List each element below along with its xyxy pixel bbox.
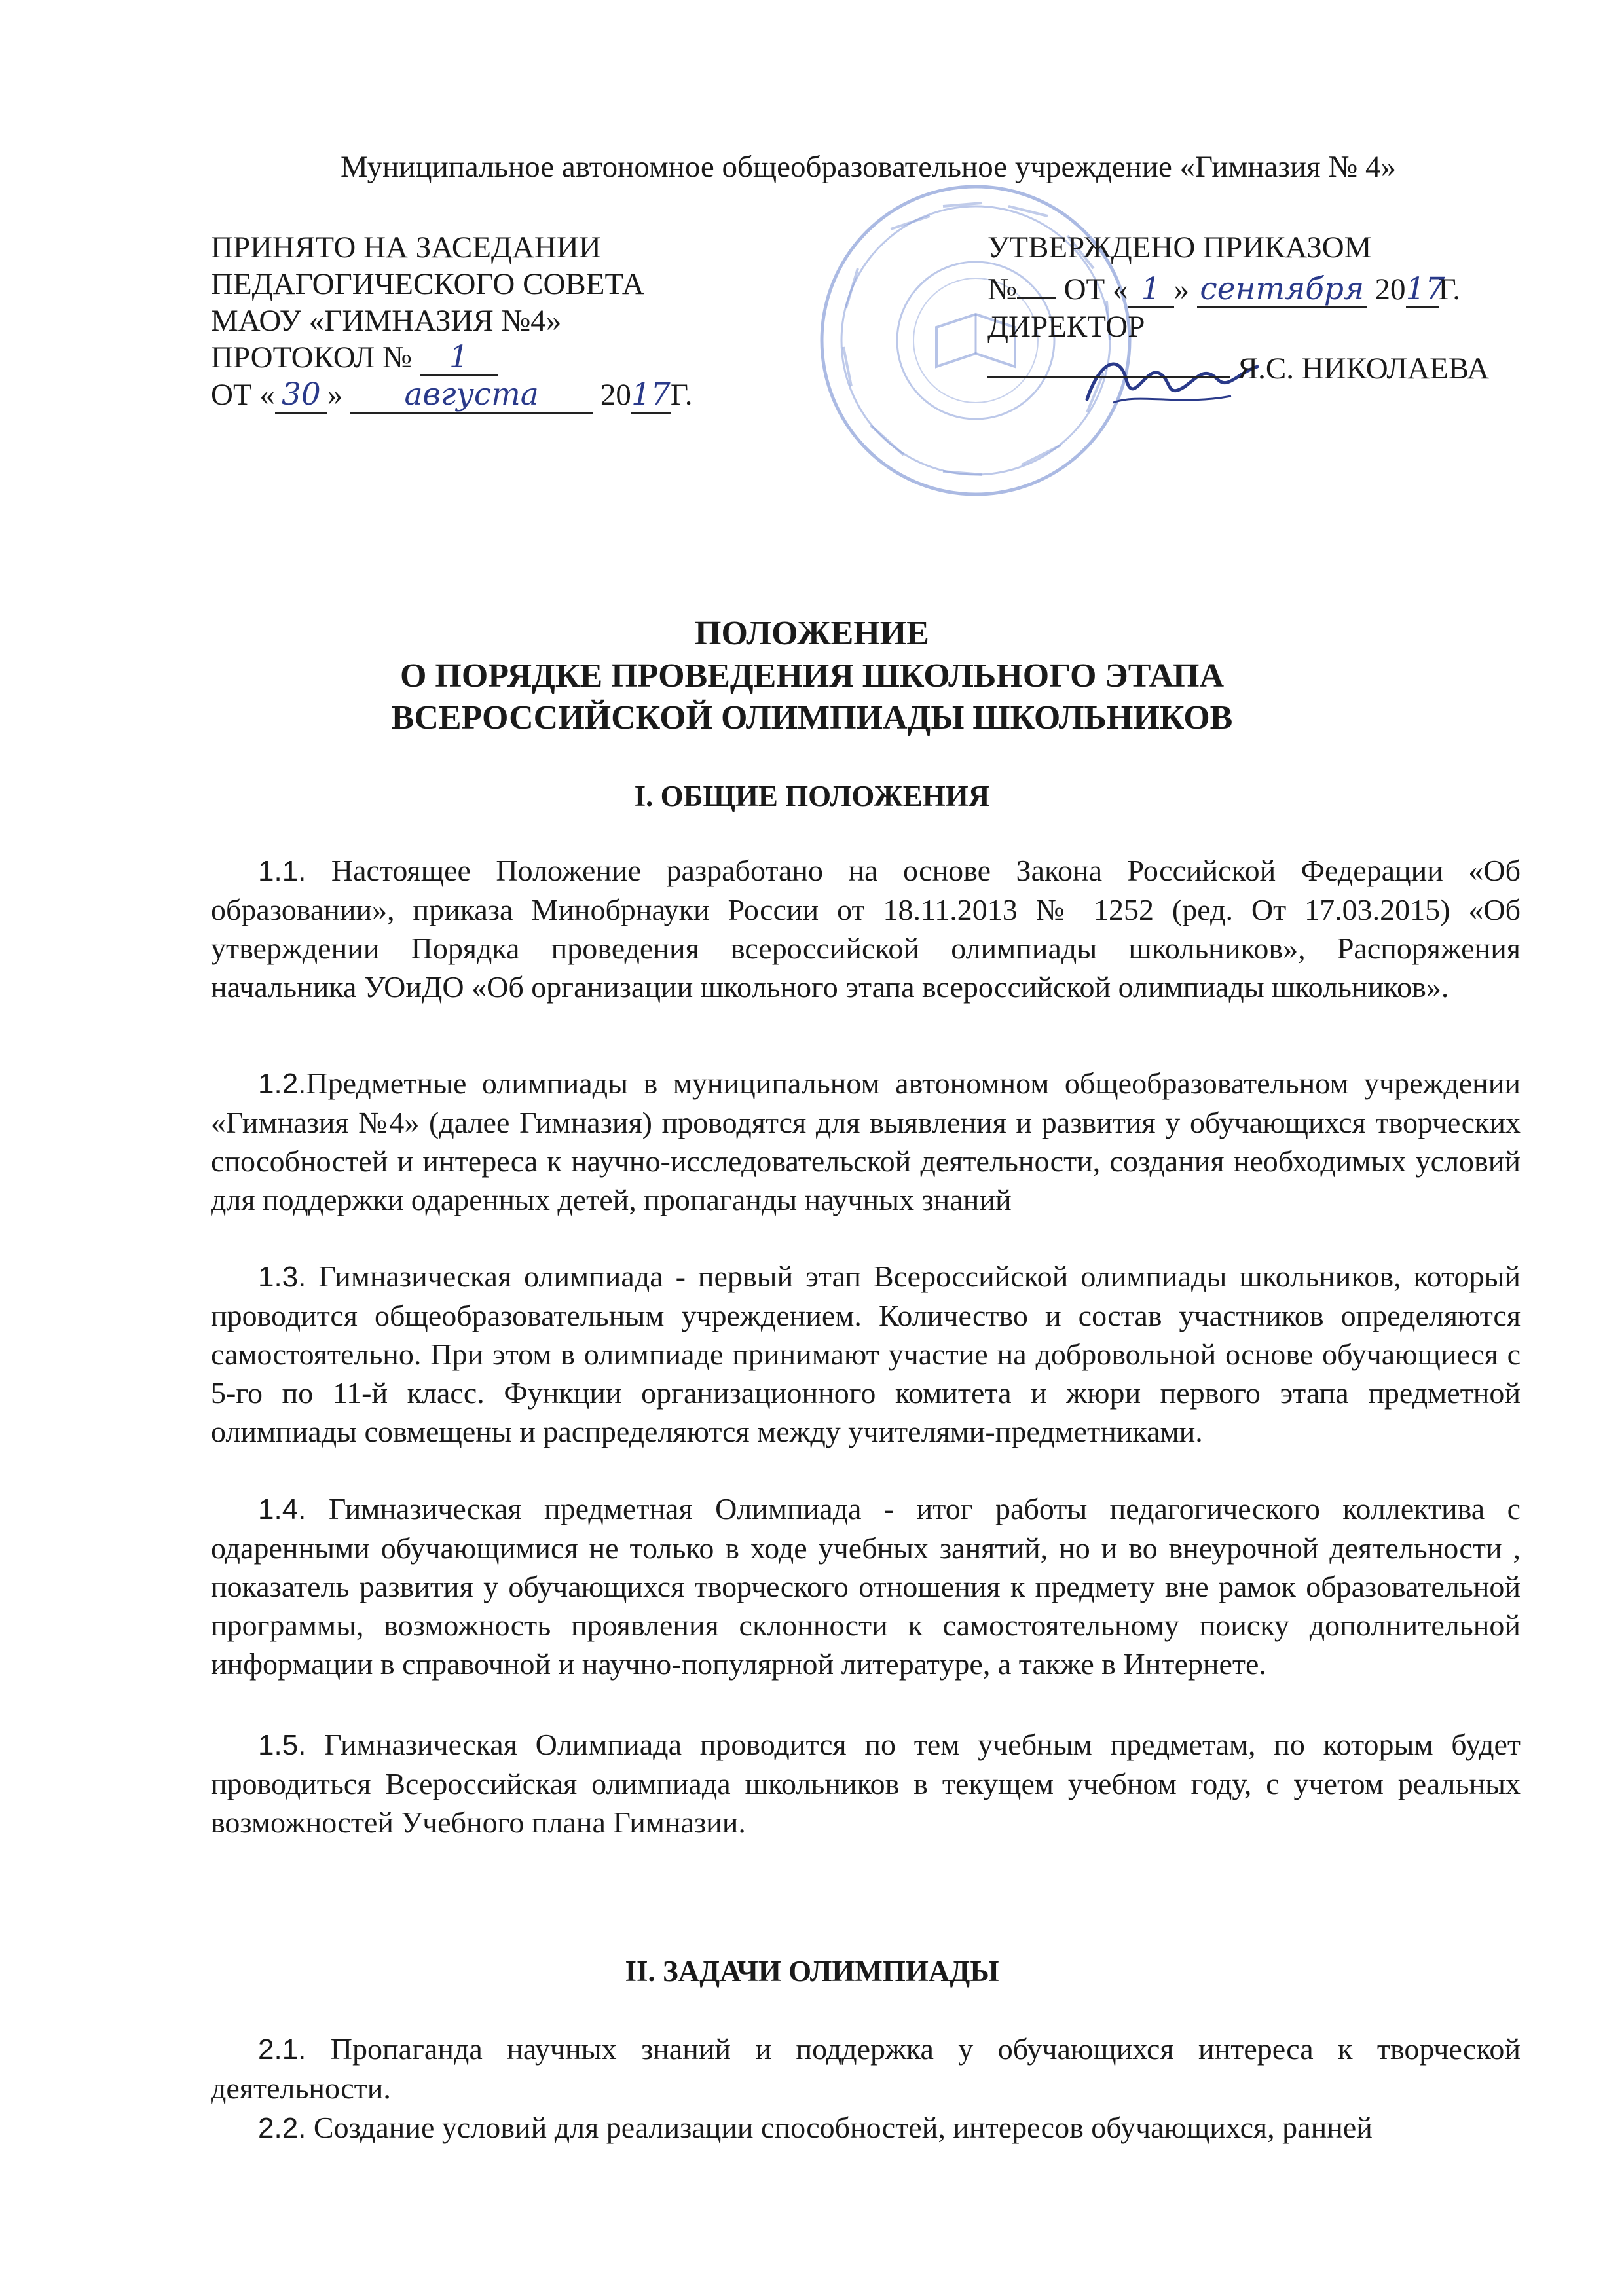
order-line (987, 266, 1564, 308)
protocol-number: 1 (420, 343, 498, 376)
paragraph-2-2 (211, 2108, 1521, 2147)
paragraph-number: 2.1. (258, 2033, 306, 2066)
accepted-block (211, 229, 800, 414)
paragraph-number: 1.4. (258, 1493, 306, 1525)
document-title-3: ВСЕРОССИЙСКОЙ ОЛИМПИАДЫ ШКОЛЬНИКОВ (391, 699, 1233, 737)
paragraph-1-4 (211, 1489, 1521, 1683)
accepted-line-3: МАОУ «ГИМНАЗИЯ №4» (211, 304, 562, 338)
order-suffix: Г. (1438, 272, 1461, 306)
date-prefix: ОТ « (211, 378, 275, 412)
institution-name: Муниципальное автономное общеобразовательное учреждение «Гимназия № 4» (341, 150, 1397, 184)
paragraph-text: Предметные олимпиады в муниципальном автономном общеобразовательном учреждении «Гимназия №4» (далее Гимназия) проводятся для выявления и развития у обучающихся творческих способностей и интереса к научно-исследовательской деятельности, создания необходимых условий для поддержки одаренных детей, пропаганды научных знаний (211, 1066, 1521, 1216)
date-year: 17 (631, 376, 671, 412)
director-label: ДИРЕКТОР (987, 310, 1145, 344)
approved-block (987, 229, 1564, 387)
order-label: № (987, 272, 1017, 306)
paragraph-number: 1.2. (258, 1068, 306, 1100)
protocol-label: ПРОТОКОЛ № (211, 340, 412, 374)
accepted-date-line (211, 376, 800, 414)
paragraph-text: Гимназическая олимпиада - первый этап Всероссийской олимпиады школьников, который проводится общеобразовательным учреждением. Количество и состав участников определяются самостоятельно. При этом в олимпиаде принимают участие на добровольной основе обучающиеся с 5-го по 11-й класс. Функции организационного комитета и жюри первого этапа предметной олимпиады совмещены и распределяются между учителями-предметниками. (211, 1260, 1521, 1448)
date-mid: » (327, 378, 343, 412)
director-name: Я.С. НИКОЛАЕВА (1237, 352, 1490, 386)
order-year-prefix: 20 (1375, 272, 1406, 306)
order-number-blank (1017, 266, 1056, 299)
date-suffix: Г. (670, 378, 693, 412)
director-line (987, 345, 1564, 387)
date-day: 30 (275, 380, 327, 414)
date-year-prefix: 20 (600, 378, 631, 412)
order-day: 1 (1128, 275, 1174, 308)
date-month: августа (350, 380, 593, 414)
paragraph-number: 1.5. (258, 1729, 306, 1761)
paragraph-1-1 (211, 851, 1521, 1006)
paragraph-text: Создание условий для реализации способностей, интересов обучающихся, ранней (306, 2111, 1373, 2144)
accepted-line-1: ПРИНЯТО НА ЗАСЕДАНИИ (211, 230, 601, 264)
paragraph-1-3 (211, 1257, 1521, 1451)
order-year: 17 (1405, 271, 1445, 307)
approved-line-1: УТВЕРЖДЕНО ПРИКАЗОМ (987, 230, 1372, 264)
order-from: ОТ « (1063, 272, 1128, 306)
paragraph-2-1 (211, 2030, 1521, 2107)
paragraph-1-2 (211, 1064, 1521, 1219)
paragraph-number: 1.3. (258, 1261, 306, 1293)
paragraph-text: Гимназическая предметная Олимпиада - итог работы педагогического коллектива с одаренными обучающимися не только в ходе учебных занятий, но и во внеурочной деятельности , показатель развития у обучающихся творческого отношения к предмету вне рамок образовательной программы, возможность проявления склонности к самостоятельному поиску дополнительной информации в справочной и научно-популярной литературе, а также в Интернете. (211, 1492, 1521, 1681)
document-title-1: ПОЛОЖЕНИЕ (695, 615, 929, 652)
order-mid: » (1173, 272, 1189, 306)
document-title-2: О ПОРЯДКЕ ПРОВЕДЕНИЯ ШКОЛЬНОГО ЭТАПА (399, 657, 1225, 695)
protocol-line (211, 339, 800, 376)
accepted-line-2: ПЕДАГОГИЧЕСКОГО СОВЕТА (211, 267, 644, 301)
paragraph-number: 1.1. (258, 855, 306, 887)
section-1-heading: I. ОБЩИЕ ПОЛОЖЕНИЯ (634, 780, 990, 812)
paragraph-text: Пропаганда научных знаний и поддержка у обучающихся интереса к творческой деятельности. (211, 2032, 1521, 2105)
order-month: сентября (1197, 275, 1367, 308)
director-signature-line (987, 345, 1230, 378)
paragraph-text: Настоящее Положение разработано на основе Закона Российской Федерации «Об образовании», приказа Минобрнауки России от 18.11.2013 № 1252 (ред. От 17.03.2015) «Об утверждении Порядка проведения всероссийской олимпиады школьников», Распоряжения начальника УОиДО «Об организации школьного этапа всероссийской олимпиады школьников». (211, 854, 1521, 1004)
section-2-heading: II. ЗАДАЧИ ОЛИМПИАДЫ (625, 1955, 999, 1988)
paragraph-number: 2.2. (258, 2112, 306, 2144)
paragraph-text: Гимназическая Олимпиада проводится по тем учебным предметам, по которым будет проводиться Всероссийская олимпиада школьников в текущем учебном году, с учетом реальных возможностей Учебного плана Гимназии. (211, 1728, 1521, 1839)
paragraph-1-5 (211, 1725, 1521, 1842)
